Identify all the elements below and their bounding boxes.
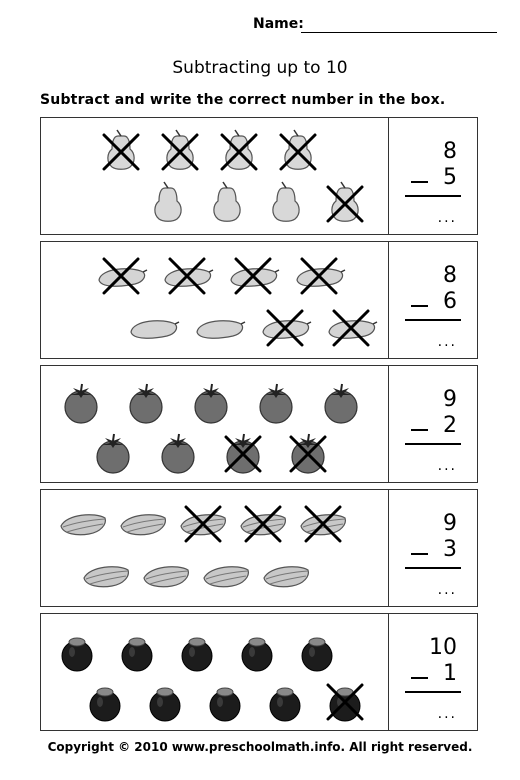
answer-blank[interactable]: ... — [437, 334, 457, 350]
subtrahend: 1 — [443, 661, 457, 686]
pear-icon — [214, 182, 240, 221]
starfruit-icon — [204, 567, 248, 587]
instruction-text: Subtract and write the correct number in the box. — [40, 92, 446, 108]
answer-line — [405, 567, 461, 569]
minus-sign-icon — [411, 305, 428, 307]
answer-blank[interactable]: ... — [437, 458, 457, 474]
name-label: Name: — [253, 16, 304, 32]
answer-box[interactable] — [389, 490, 477, 606]
answer-box[interactable] — [389, 118, 477, 234]
pear-picture-set — [41, 118, 388, 234]
minuend: 9 — [443, 387, 457, 412]
pear-icon — [285, 130, 311, 169]
tomato-icon — [260, 384, 292, 423]
minuend: 10 — [429, 635, 457, 660]
pear-icon — [155, 182, 181, 221]
picture-area — [41, 490, 389, 606]
tomato-icon — [130, 384, 162, 423]
mangosteen-icon — [182, 638, 212, 671]
mangosteen-icon — [150, 688, 180, 721]
copyright-footer: Copyright © 2010 www.preschoolmath.info. All right reserved. — [47, 740, 473, 754]
pear-icon — [273, 182, 299, 221]
papaya-icon — [131, 321, 179, 338]
pear-icon — [332, 182, 358, 221]
mangosteen-icon — [270, 688, 300, 721]
starfruit-icon — [84, 567, 128, 587]
mangosteen-picture-set — [41, 614, 388, 730]
starfruit-icon — [144, 567, 188, 587]
picture-area — [41, 366, 389, 482]
subtrahend: 5 — [443, 165, 457, 190]
pear-icon — [167, 130, 193, 169]
problem-2 — [40, 241, 478, 359]
mangosteen-icon — [62, 638, 92, 671]
tomato-icon — [97, 434, 129, 473]
mangosteen-icon — [122, 638, 152, 671]
pear-icon — [226, 130, 252, 169]
minus-sign-icon — [411, 553, 428, 555]
problem-1 — [40, 117, 478, 235]
problem-3 — [40, 365, 478, 483]
subtrahend: 3 — [443, 537, 457, 562]
answer-blank[interactable]: ... — [437, 706, 457, 722]
starfruit-icon — [61, 515, 105, 535]
minus-sign-icon — [411, 429, 428, 431]
tomato-icon — [162, 434, 194, 473]
minus-sign-icon — [411, 677, 428, 679]
answer-line — [405, 691, 461, 693]
minus-sign-icon — [411, 181, 428, 183]
answer-box[interactable] — [389, 614, 477, 730]
problem-4 — [40, 489, 478, 607]
picture-area — [41, 118, 389, 234]
answer-blank[interactable]: ... — [437, 582, 457, 598]
starfruit-picture-set — [41, 490, 388, 606]
tomato-icon — [195, 384, 227, 423]
tomato-icon — [325, 384, 357, 423]
answer-line — [405, 319, 461, 321]
subtrahend: 2 — [443, 413, 457, 438]
mangosteen-icon — [90, 688, 120, 721]
answer-line — [405, 443, 461, 445]
mangosteen-icon — [242, 638, 272, 671]
papaya-icon — [197, 321, 245, 338]
worksheet-title: Subtracting up to 10 — [172, 58, 348, 78]
answer-line — [405, 195, 461, 197]
problem-5 — [40, 613, 478, 731]
minuend: 8 — [443, 139, 457, 164]
starfruit-icon — [121, 515, 165, 535]
minuend: 8 — [443, 263, 457, 288]
subtrahend: 6 — [443, 289, 457, 314]
tomato-picture-set — [41, 366, 388, 482]
picture-area — [41, 614, 389, 730]
picture-area — [41, 242, 389, 358]
answer-blank[interactable]: ... — [437, 210, 457, 226]
answer-box[interactable] — [389, 242, 477, 358]
mangosteen-icon — [302, 638, 332, 671]
pear-icon — [108, 130, 134, 169]
starfruit-icon — [264, 567, 308, 587]
papaya-picture-set — [41, 242, 388, 358]
minuend: 9 — [443, 511, 457, 536]
name-row — [0, 14, 520, 38]
tomato-icon — [65, 384, 97, 423]
mangosteen-icon — [210, 688, 240, 721]
name-input-line[interactable] — [301, 32, 497, 33]
answer-box[interactable] — [389, 366, 477, 482]
